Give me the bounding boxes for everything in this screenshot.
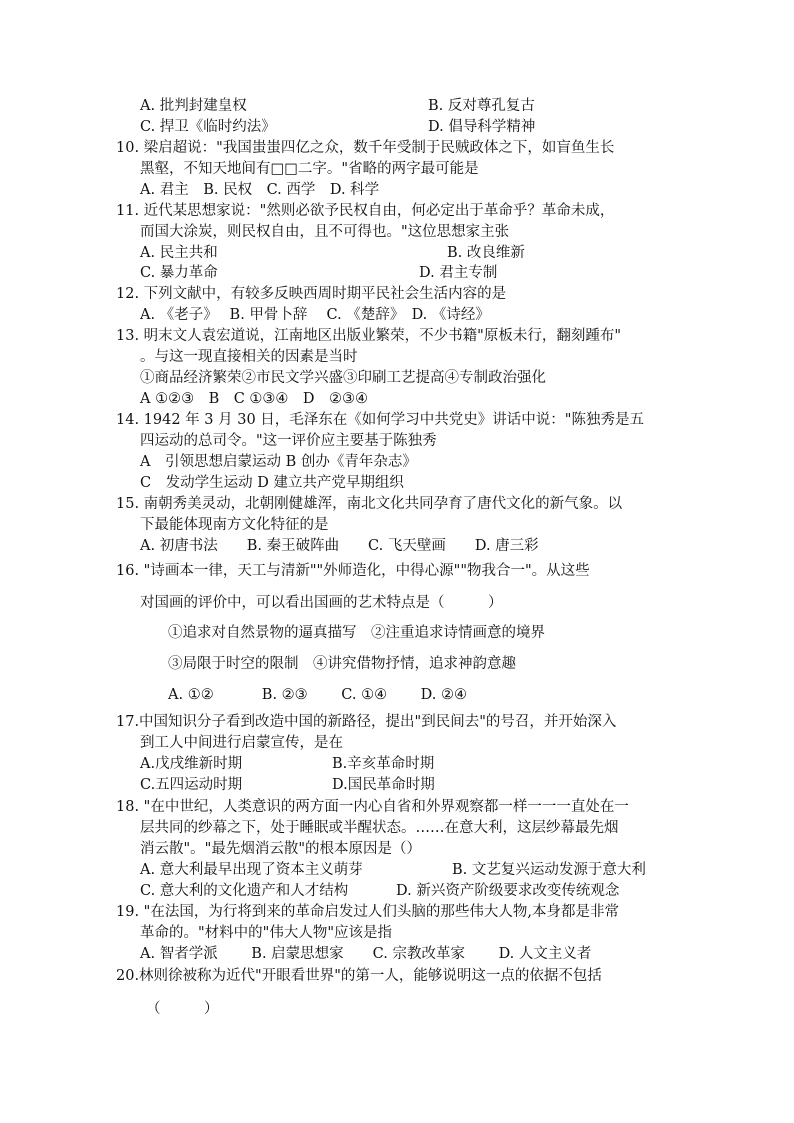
q10-options: A. 君主 B. 民权 C. 西学 D. 科学 (140, 182, 380, 198)
q13-options: A ①②③ B C ①③④ D ②③④ (140, 391, 369, 407)
q16-options: A. ①② B. ②③ C. ①④ D. ②④ (168, 687, 468, 703)
q13-stem-line-3: ①商品经济繁荣②市民文学兴盛③印刷工艺提高④专制政治强化 (140, 370, 546, 386)
q11-option-a: A. 民主共和 (140, 245, 218, 261)
q15-stem-line-2: 下最能体现南方文化特征的是 (140, 517, 329, 533)
q18-option-a: A. 意大利最早出现了资本主义萌芽 (140, 862, 363, 878)
q14-options-line-1: A 引领思想启蒙运动 B 创办《青年杂志》 (140, 454, 417, 470)
q9-option-d: D. 倡导科学精神 (428, 119, 536, 135)
q15-options: A. 初唐书法 B. 秦王破阵曲 C. 飞天壁画 D. 唐三彩 (140, 538, 539, 554)
q14-stem-line-2: 四运动的总司令。"这一评价应主要基于陈独秀 (140, 433, 437, 449)
q11-option-b: B. 改良维新 (447, 245, 525, 261)
q19-options: A. 智者学派 B. 启蒙思想家 C. 宗教改革家 D. 人文主义者 (140, 946, 592, 962)
q19-stem-line-2: 革命的。"材料中的"伟大人物"应该是指 (140, 925, 393, 941)
q10-stem-line-2: 黑壑，不知天地间有□□二字。"省略的两字最可能是 (140, 161, 479, 177)
q17-stem-line-1: 17.中国知识分子看到改造中国的新路径，提出"到民间去"的号召，并开始深入 (116, 714, 617, 730)
q9-option-b: B. 反对尊孔复古 (428, 98, 535, 114)
q19-stem-line-1: 19. "在法国，为行将到来的革命启发过人们头脑的那些伟大人物,本身都是非常 (116, 904, 619, 920)
q17-option-c: C.五四运动时期 (140, 777, 243, 793)
q17-option-b: B.辛亥革命时期 (332, 756, 435, 772)
q17-option-d: D.国民革命时期 (332, 777, 435, 793)
q16-item-line-2: ③局限于时空的限制 ④讲究借物抒情，追求神韵意趣 (168, 656, 516, 672)
q16-stem-line-1: 16. "诗画本一律，天工与清新""外师造化，中得心源""物我合一"。从这些 (116, 563, 590, 579)
q18-option-d: D. 新兴资产阶级要求改变传统观念 (396, 883, 620, 899)
q11-option-d: D. 君主专制 (419, 265, 498, 281)
q10-stem-line-1: 10. 梁启超说："我国蚩蚩四亿之众，数千年受制于民贼政体之下，如盲鱼生长 (116, 140, 615, 156)
q11-stem-line-2: 而国大涂炭，则民权自由，且不可得也。"这位思想家主张 (140, 224, 510, 240)
q13-stem-line-2: 。与这一现直接相关的因素是当时 (140, 349, 358, 365)
q18-option-b: B. 文艺复兴运动发源于意大利 (452, 862, 646, 878)
q18-stem-line-3: 消云散"。"最先烟消云散"的根本原因是（） (140, 841, 422, 857)
q18-stem-line-1: 18. "在中世纪，人类意识的两方面一内心自省和外界观察都一样一一一直处在一 (116, 799, 629, 815)
q9-option-c: C. 捍卫《临时约法》 (140, 119, 276, 135)
q12-options: A. 《老子》 B. 甲骨卜辞 C. 《楚辞》 D. 《诗经》 (140, 307, 490, 323)
q9-option-a: A. 批判封建皇权 (140, 98, 247, 114)
q14-stem-line-1: 14. 1942 年 3 月 30 日，毛泽东在《如何学习中共党史》讲话中说："陈独秀是五 (116, 412, 644, 428)
q20-stem-line-1: 20.林则徐被称为近代"开眼看世界"的第一人，能够说明这一点的依据不包括 (116, 968, 602, 984)
q18-option-c: C. 意大利的文化遗产和人才结构 (140, 883, 349, 899)
q13-stem-line-1: 13. 明末文人袁宏道说，江南地区出版业繁荣，不少书籍"原板未行，翻刻踵布" (116, 328, 622, 344)
q18-stem-line-2: 层共同的纱幕之下，处于睡眠或半醒状态。……在意大利，这层纱幕最先烟 (140, 820, 619, 836)
q11-option-c: C. 暴力革命 (140, 265, 218, 281)
q11-stem-line-1: 11. 近代某思想家说："然则必欲予民权自由，何必定出于革命乎？革命未成， (116, 203, 615, 219)
q14-options-line-2: C 发动学生运动 D 建立共产党早期组织 (140, 475, 404, 491)
q15-stem-line-1: 15. 南朝秀美灵动，北朝刚健雄浑，南北文化共同孕育了唐代文化的新气象。以 (116, 496, 623, 512)
q16-item-line-1: ①追求对自然景物的逼真描写 ②注重追求诗情画意的境界 (168, 625, 545, 641)
q12-stem-line-1: 12. 下列文献中，有较多反映西周时期平民社会生活内容的是 (116, 286, 507, 302)
q20-answer-bracket: （ ） (146, 1001, 219, 1017)
q17-option-a: A.戊戌维新时期 (140, 756, 243, 772)
q16-stem-line-2: 对国画的评价中，可以看出国画的艺术特点是（ ） (140, 595, 503, 611)
q17-stem-line-2: 到工人中间进行启蒙宣传，是在 (140, 735, 343, 751)
